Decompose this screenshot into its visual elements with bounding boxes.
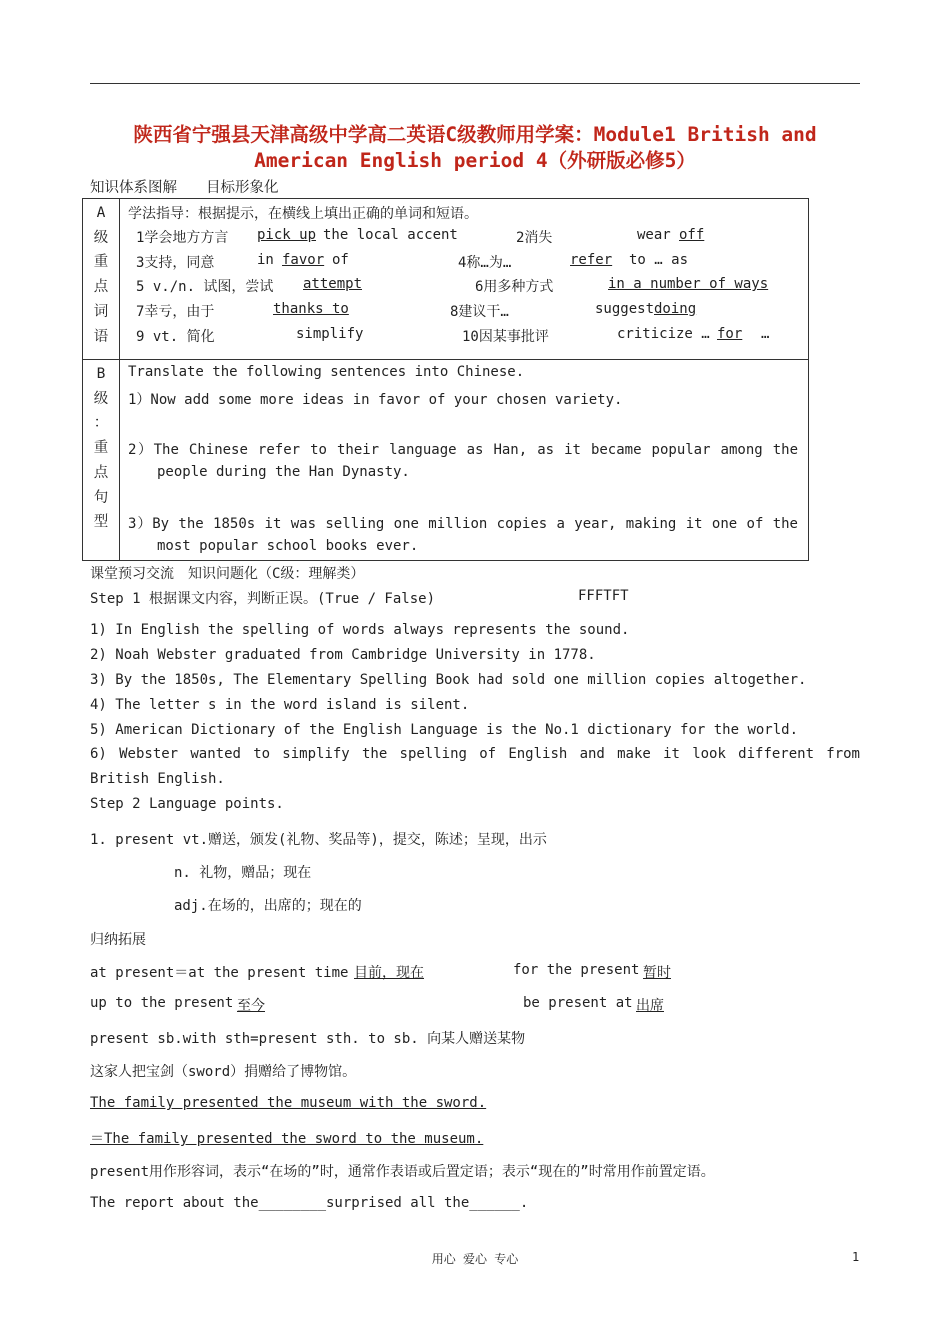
table-row-b xyxy=(83,360,809,561)
level-b-label xyxy=(83,360,120,561)
table-row-a xyxy=(83,199,809,360)
expression-answer: 至今 xyxy=(237,998,265,1014)
side-char: 重 xyxy=(93,254,109,271)
expression-answer: 暂时 xyxy=(643,965,671,981)
vocab-answer: simplify xyxy=(296,326,364,342)
instruction-a: 学法指导：根据提示，在横线上填出正确的单词和短语。 xyxy=(128,206,478,222)
english-answer-2: ＝The family presented the sword to the museum. xyxy=(90,1131,484,1147)
vocab-text: wear xyxy=(637,227,671,243)
step-2-heading: Step 2 Language points. xyxy=(90,796,284,812)
vocab-text: … xyxy=(761,326,770,342)
english-answer-1: The family presented the museum with the sword. xyxy=(90,1095,487,1111)
vocab-cue: 1学会地方方言 xyxy=(136,230,229,246)
expression: up to the present xyxy=(90,995,234,1011)
usage-note: present用作形容词，表示“在场的”时，通常作表语或后置定语；表示“现在的”时常用作前置定语。 xyxy=(90,1164,715,1180)
side-char: 点 xyxy=(93,279,109,296)
vocab-answer: pick up xyxy=(257,227,317,243)
page-footer: 用心 爱心 专心 xyxy=(431,1252,519,1266)
sentence-2: 2）The Chinese refer to their language as Han, as it became popular among the xyxy=(128,442,798,458)
statement: 6) Webster wanted to simplify the spelling of English and make it look different from xyxy=(90,746,860,762)
statement: 5) American Dictionary of the English Language is the No.1 dictionary for the world. xyxy=(90,722,799,738)
side-char: 语 xyxy=(93,328,109,345)
chinese-sentence: 这家人把宝剑（sword）捐赠给了博物馆。 xyxy=(90,1064,357,1080)
vocab-text: suggest xyxy=(595,301,655,317)
step-1-heading: Step 1 根据课文内容，判断正误。(True / False) xyxy=(90,591,436,607)
expression-answer: 出席 xyxy=(636,998,664,1014)
statement: 3) By the 1850s, The Elementary Spelling Book had sold one million copies altogether. xyxy=(90,672,807,688)
vocab-answer: for xyxy=(717,326,743,342)
instruction-b: Translate the following sentences into Chinese. xyxy=(128,364,525,380)
section-heading-overview: 知识体系图解 目标形象化 xyxy=(90,180,279,196)
language-point-adj: adj.在场的，出席的；现在的 xyxy=(174,898,362,914)
vocab-cue: 5 v./n. 试图，尝试 xyxy=(136,279,274,295)
side-char: 重 xyxy=(93,440,109,457)
sentence-3-cont: most popular school books ever. xyxy=(157,538,419,554)
vocab-cue: 3支持，同意 xyxy=(136,255,215,271)
vocab-cue: 10因某事批评 xyxy=(462,329,549,345)
statement: 1) In English the spelling of words always represents the sound. xyxy=(90,622,630,638)
expression: for the present xyxy=(513,962,640,978)
sentence-2-cont: people during the Han Dynasty. xyxy=(157,464,410,480)
vocab-answer: refer xyxy=(570,252,613,268)
vocab-answer: doing xyxy=(654,301,697,317)
statement-cont: British English. xyxy=(90,771,225,787)
knowledge-table xyxy=(82,198,809,561)
vocab-text: of xyxy=(332,252,349,268)
document-title: 陕西省宁强县天津高级中学高二英语C级教师用学案：Module1 British and American English period 4（外研版必修5） xyxy=(133,123,817,172)
level-b-content xyxy=(120,360,809,561)
vocab-text: in xyxy=(257,252,274,268)
vocab-answer: attempt xyxy=(303,276,363,292)
side-char: 级 xyxy=(93,229,109,246)
side-char: A xyxy=(96,205,106,221)
summary-heading: 归纳拓展 xyxy=(90,932,146,948)
level-a-content xyxy=(120,199,809,360)
language-point-1: 1. present vt.赠送，颁发(礼物、奖品等)，提交，陈述；呈现，出示 xyxy=(90,832,547,848)
side-char: ： xyxy=(93,415,109,432)
sentence-3: 3）By the 1850s it was selling one million copies a year, making it one of the xyxy=(128,516,798,532)
language-point-noun: n. 礼物，赠品；现在 xyxy=(174,865,312,881)
side-char: 句 xyxy=(93,489,109,506)
vocab-text: to … as xyxy=(629,252,689,268)
vocab-cue: 4称…为… xyxy=(458,255,512,271)
vocab-answer: off xyxy=(679,227,705,243)
sentence-1: 1）Now add some more ideas in favor of your chosen variety. xyxy=(128,392,623,408)
vocab-answer: favor xyxy=(282,252,325,268)
statement: 4) The letter s in the word island is silent. xyxy=(90,697,470,713)
page-number: 1 xyxy=(852,1250,860,1264)
expression: present sb.with sth=present sth. to sb. 向某人赠送某物 xyxy=(90,1031,526,1047)
vocab-cue: 6用多种方式 xyxy=(475,279,554,295)
vocab-text: the local accent xyxy=(323,227,458,243)
answer-key: FFFTFT xyxy=(578,588,629,604)
vocab-cue: 9 vt. 简化 xyxy=(136,329,215,345)
side-char: 级 xyxy=(93,390,109,407)
vocab-answer: thanks to xyxy=(273,301,349,317)
fill-blank-sentence: The report about the________surprised all the______. xyxy=(90,1195,529,1211)
side-char: B xyxy=(96,366,106,382)
side-char: 点 xyxy=(93,464,109,481)
side-char: 型 xyxy=(93,514,109,531)
expression: be present at xyxy=(523,995,633,1011)
vocab-cue: 8建议干… xyxy=(450,304,509,320)
vocab-cue: 7幸亏，由于 xyxy=(136,304,215,320)
vocab-cue: 2消失 xyxy=(516,230,553,246)
vocab-text: criticize … xyxy=(617,326,710,342)
header-rule xyxy=(90,83,860,84)
section-heading-preview: 课堂预习交流 知识问题化（C级：理解类） xyxy=(90,566,365,582)
expression-answer: 目前，现在 xyxy=(354,965,424,981)
vocab-answer: in a number of ways xyxy=(608,276,769,292)
level-a-label xyxy=(83,199,120,360)
statement: 2) Noah Webster graduated from Cambridge University in 1778. xyxy=(90,647,596,663)
side-char: 词 xyxy=(93,303,109,320)
expression: at present＝at the present time xyxy=(90,965,349,981)
